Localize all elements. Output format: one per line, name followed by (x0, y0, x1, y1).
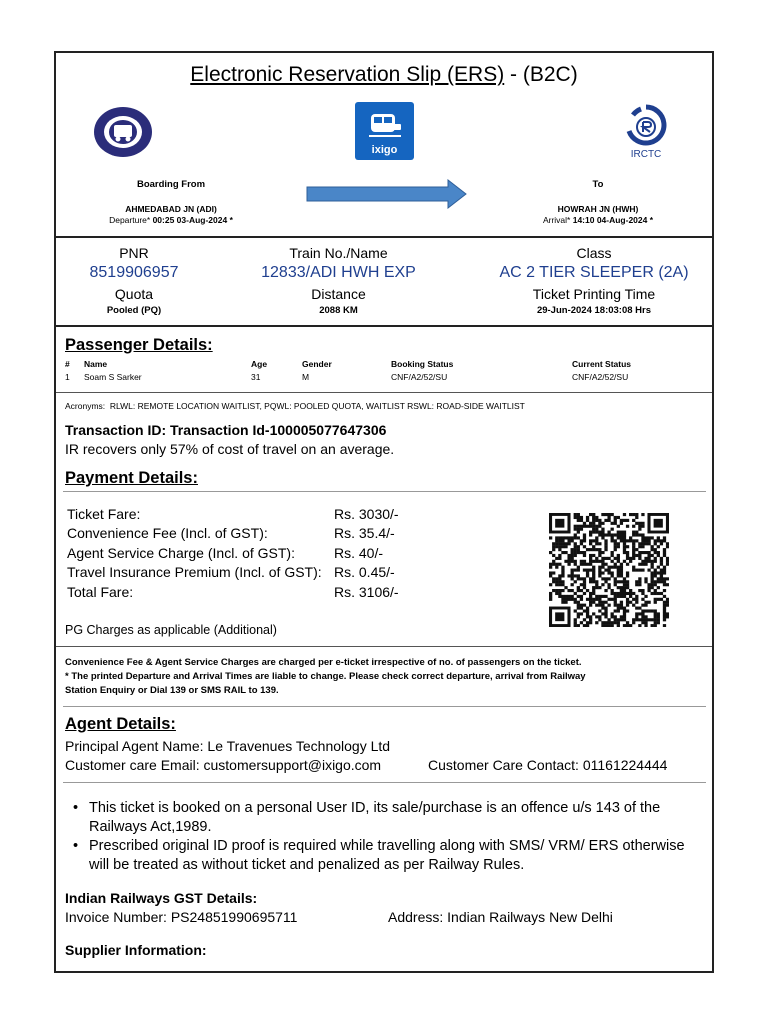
care-contact: Customer Care Contact: 01161224444 (428, 757, 668, 773)
gst-address: Address: Indian Railways New Delhi (388, 909, 613, 925)
divider (56, 646, 712, 647)
irctc-logo: IRCTC (621, 103, 671, 163)
direction-arrow (306, 179, 468, 214)
list-item: • This ticket is booked on a personal User ID, its sale/purchase is an offence u/s 143 of the Railways Act,1989. (65, 799, 705, 837)
divider (63, 782, 706, 783)
class-value: AC 2 TIER SLEEPER (2A) (499, 264, 689, 281)
pnr-value: 8519906957 (89, 264, 179, 281)
departure-info: Departure* 00:25 03-Aug-2024 * (109, 215, 233, 225)
care-email: Customer care Email: customersupport@ixigo.com (65, 757, 382, 773)
principal-agent: Principal Agent Name: Le Travenues Technology Ltd (65, 738, 391, 754)
acronyms: Acronyms: RLWL: REMOTE LOCATION WAITLIST, PQWL: POOLED QUOTA, WAITLIST RSWL: ROAD-SIDE WAITLIST (65, 401, 525, 411)
divider (63, 706, 706, 707)
terms-list (65, 799, 705, 875)
notice-line: Convenience Fee & Agent Service Charges are charged per e-ticket irrespective of no. of passengers on the ticket. (65, 657, 582, 668)
divider (56, 392, 712, 393)
divider (56, 236, 712, 238)
page-title: Electronic Reservation Slip (ERS) - (B2C) (190, 63, 578, 86)
notice-line: * The printed Departure and Arrival Times are liable to change. Please check correct departure, arrival from Railway (65, 671, 586, 682)
supplier-heading: Supplier Information: (65, 942, 207, 958)
qr-code (549, 513, 669, 627)
agent-heading: Agent Details: (65, 715, 176, 733)
transaction-id: Transaction ID: Transaction Id-100005077647306 (65, 422, 387, 438)
train-icon (355, 106, 414, 146)
passenger-heading: Passenger Details: (65, 336, 213, 354)
ixigo-logo: ixigo (355, 102, 414, 160)
table-row: 1 (65, 372, 70, 382)
divider (56, 325, 712, 327)
ers-ticket: Electronic Reservation Slip (ERS) - (B2C) ixigo IRCTC Boarding From AHMEDABAD JN (ADI) Departure* 00:25 03-Aug-2024 * To HOWRAH JN (HWH) Arrival* 14:10 04-Aug-2024 * PNR 8519906957 Quota Pooled (PQ) Train No./Name 12833/ADI HWH EXP Distance 2088 KM Class AC 2 TIER SLEEPER (2A) Ticket Printing Time 29-Jun-2024 18:03:08 Hrs Passenger Details: # Name Age Gender Booking Status Current Status 1 Soam S Sarker 31 M CNF/A2/52/SU CNF/A2/52/SU Acronyms: RLWL: REMOTE LOCATION WAITLIST, PQWL: POOLED QUOTA, WAITLIST RSWL: ROAD-SIDE WAITLIST Transaction ID: Transaction Id-100005077647306 IR recovers only 57% of cost of travel on an average. Payment Details: Ticket Fare: Rs. 3030/- Convenience Fee (Incl. of GST): Rs. 35.4/- Agent Service Charge (Incl. of GST): Rs. 40/- Travel Insurance Premium (Incl. of GST): Rs. 0.45/- Total Fare: Rs. 3106/- PG Charges as applicable (Additional) Convenience Fee & Agent Service Charges are charged per e-ticket irrespective of no. of passengers on the ticket. * The printed Departure and Arrival Times are liable to change. Please check correct departure, arrival from Railway Station Enquiry or Dial 139 or SMS RAIL to 139. Agent Details: Principal Agent Name: Le Travenues Technology Ltd Customer care Email: customersupport@ixigo.com Customer Care Contact: 01161224444 • This ticket is booked on a personal User ID, its sale/purchase is an offence u/s 143 of the Railways Act,1989. • Prescribed original ID proof is required while travelling along with SMS/ VRM/ ERS otherwise will be treated as without ticket and penalized as per Railway Rules. Indian Railways GST Details: Invoice Number: PS24851990695711 Address: Indian Railways New Delhi Supplier Information: (54, 51, 714, 973)
indian-railways-logo (92, 105, 154, 159)
cost-note: IR recovers only 57% of cost of travel on an average. (65, 441, 395, 457)
notice-line: Station Enquiry or Dial 139 or SMS RAIL to 139. (65, 685, 279, 696)
invoice-number: Invoice Number: PS24851990695711 (65, 909, 298, 925)
arrival-info: Arrival* 14:10 04-Aug-2024 * (542, 215, 654, 225)
gst-heading: Indian Railways GST Details: (65, 890, 258, 906)
list-item: • Prescribed original ID proof is required while travelling along with SMS/ VRM/ ERS otherwise will be treated as without ticket and penalized as per Railway Rules. (65, 837, 705, 875)
pg-charges-note: PG Charges as applicable (Additional) (65, 623, 277, 637)
divider (63, 491, 706, 492)
payment-heading: Payment Details: (65, 469, 198, 487)
train-value: 12833/ADI HWH EXP (261, 264, 416, 281)
